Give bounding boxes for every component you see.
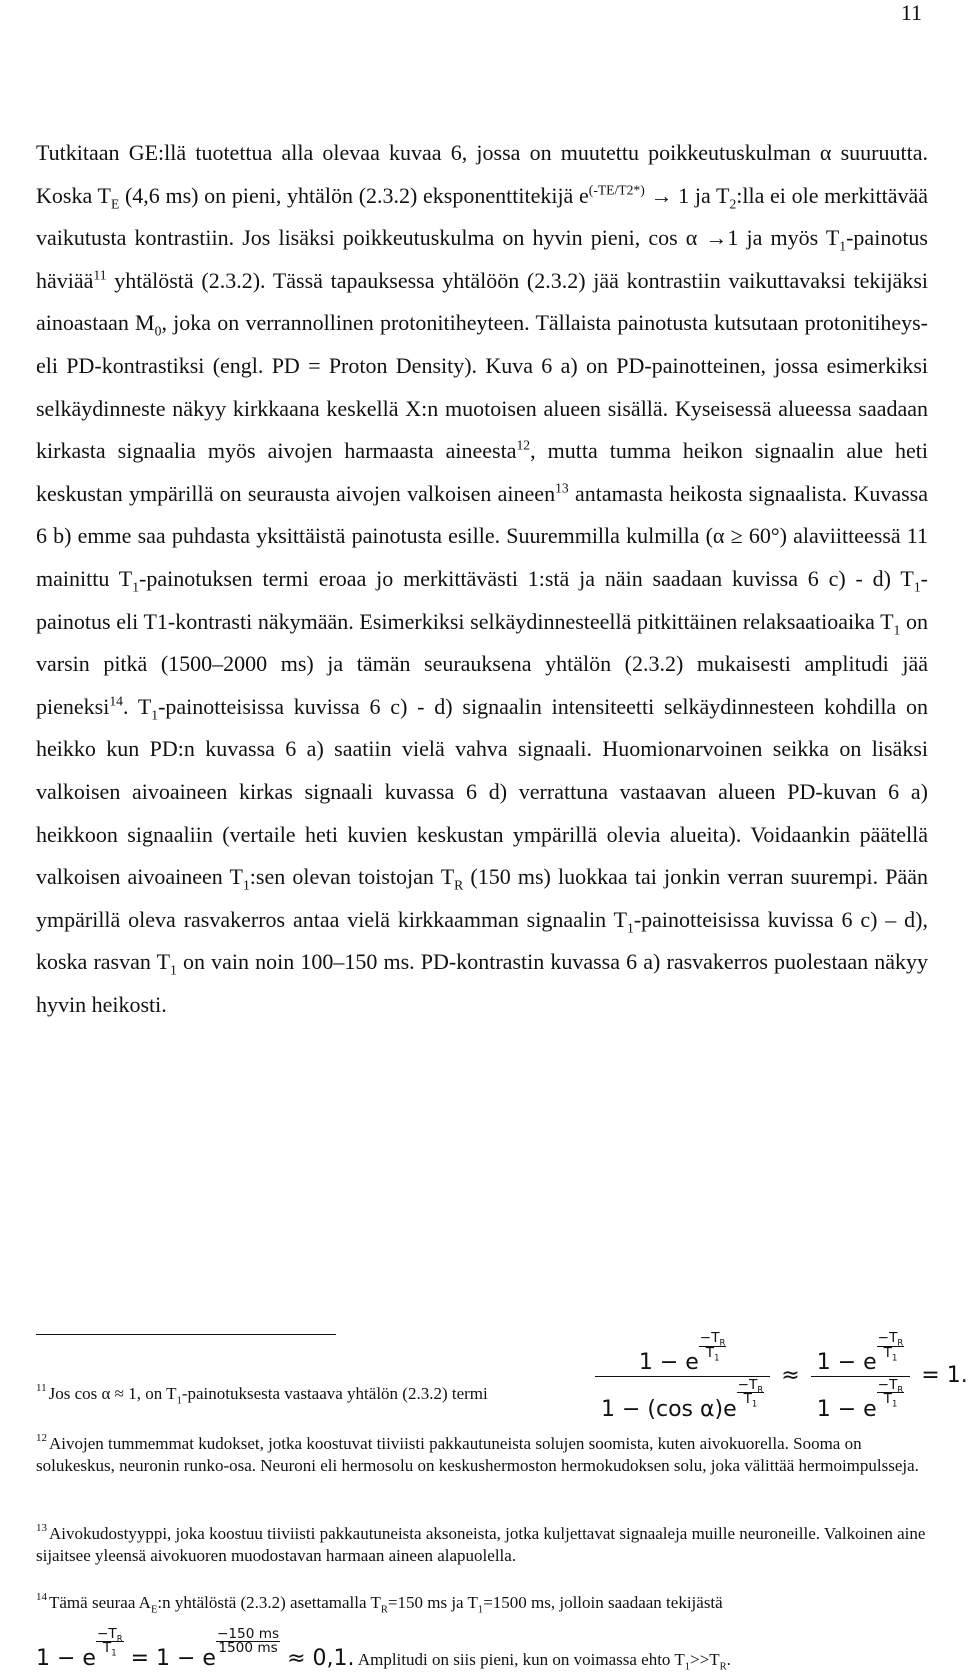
footnote-14-equation-line: 1 − e $\frac{-T_R}{T_1}$ = 1 − e $\frac{-150 ms}{1500 ms}$ ≈ 0,1. Amplitudi on siis pieni, kun on voimassa ehto $T_1>>T_R$. xyxy=(36,1625,731,1673)
fraction-right: 1 − e $\frac{-T_R}{T_1}$ 1 − e $\frac{-T_R}{T_1}$ xyxy=(811,1332,911,1420)
footnote-text: Aivojen tummemmat kudokset, jotka koostuvat tiiviisti pakkautuneista solujen soomista, kuten aivokuorella. Sooma on solukeskus, neuronin runko-osa. Neuroni eli hermosolu on keskushermoston hermokudoksen solu, joka välittää hermoimpulsseja. xyxy=(36,1434,919,1475)
footnote-separator xyxy=(36,1334,336,1335)
subscript: 1 xyxy=(627,920,634,936)
footnote-marker: 12 xyxy=(36,1432,47,1444)
footnote-marker: 14 xyxy=(36,1591,47,1603)
text-run: :lla ei ole merkittävää vaikutusta kontrastiin. Jos lisäksi poikkeutuskulma on hyvin pieni, cos α →1 ja myös T xyxy=(36,182,928,251)
subscript: 2 xyxy=(729,195,737,211)
page-number: 11 xyxy=(900,0,922,25)
superscript: 11 xyxy=(93,267,107,283)
approx-sign: ≈ xyxy=(781,1363,800,1389)
superscript: (-TE/T2*) xyxy=(588,182,645,198)
footnote-text: Aivokudostyyppi, joka koostuu tiiviisti pakkautuneista aksoneista, jotka kuljettavat signaaleja muille neuroneille. Valkoinen aine sijaitsee yleensä aivokuoren muodostavan harmaan aineen alapuolella. xyxy=(36,1524,926,1565)
footnote-marker: 13 xyxy=(36,1522,47,1534)
subscript: 1 xyxy=(893,621,901,637)
text-run: , mutta tumma heikon signaalin alue heti keskustan ympärillä on seurausta aivojen valkoisen aineen xyxy=(36,438,928,506)
footnote-12 xyxy=(36,1428,928,1477)
footnote-11 xyxy=(36,1330,968,1422)
subscript: 0 xyxy=(154,323,162,339)
text-run: -painotuksen termi eroaa jo merkittävästi 1:stä ja näin saadaan kuvissa 6 c) - d) T xyxy=(139,565,914,591)
text-run: -painotus häviää xyxy=(36,225,928,293)
text-run: antamasta heikosta signaalista. Kuvassa 6 b) emme saa puhdasta yksittäistä painotusta esille. Suuremmilla kulmilla (α ≥ 60°) alaviitteessä 11 mainittu T xyxy=(36,480,928,591)
subscript: 1 xyxy=(151,707,159,723)
equation-fn11 xyxy=(591,1332,968,1420)
footnote-marker: 11 xyxy=(36,1382,47,1394)
text-run: , joka on verrannollinen protonitiheyteen. Tällaista painotusta kutsutaan protonitiheys-eli PD-kontrastiksi (engl. PD = Proton Density). Kuva 6 a) on PD-painotteinen, jossa esimerkiksi selkäydinneste näkyy kirkkaana keskellä X:n muotoisen alueen sisällä. Kyseisessä alueessa saadaan kirkasta signaalia myös aivojen harmaasta aineesta xyxy=(36,310,929,464)
subscript: 1 xyxy=(176,1395,182,1407)
text-run: Tutkitaan GE:llä tuotettua alla olevaa kuvaa 6, jossa on muutettu poikkeutuskulman α suuruutta. Koska T xyxy=(36,140,928,208)
superscript: 12 xyxy=(516,437,531,453)
fraction-left: 1 − e $\frac{-T_R}{T_1}$ 1 − (cos α)e $\frac{-T_R}{T_1}$ xyxy=(595,1332,770,1420)
text-run: (150 ms) luokkaa tai jonkin verran suurempi. Pään ympärillä oleva rasvakerros antaa vielä kirkkaamman signaalin T xyxy=(36,864,928,932)
superscript: 14 xyxy=(109,693,123,709)
footnote-13 xyxy=(36,1518,928,1567)
subscript: E xyxy=(110,195,120,211)
body-paragraph xyxy=(36,132,928,1026)
text-run: → 1 ja T xyxy=(644,182,730,208)
text-run: on vain noin 100–150 ms. PD-kontrastin kuvassa 6 a) rasvakerros puolestaan näkyy hyvin heikosti. xyxy=(36,949,928,1017)
subscript: 1 xyxy=(242,877,250,893)
equation-fn14: 1 − e $\frac{-T_R}{T_1}$ = 1 − e $\frac{-150 ms}{1500 ms}$ ≈ 0,1. xyxy=(36,1625,355,1671)
footnote-text: -painotuksesta vastaava yhtälön (2.3.2) termi xyxy=(181,1384,488,1403)
subscript: R xyxy=(454,877,464,893)
subscript: 1 xyxy=(132,579,139,595)
subscript: 1 xyxy=(170,962,177,978)
superscript: 13 xyxy=(555,480,569,496)
footnote-14: $^{14}$ Tämä seuraa $A_E:n$ yhtälöstä (2.3.2) asettamalla $T_R=150$ ms ja $T_1=1500$ ms, jolloin saadaan tekijästä 1 − e $\frac{-T_R}{T_1}$ = 1 − e $\frac{-150 ms}{1500 ms}$ ≈ 0,1. Amplitudi on siis pieni, kun on voimassa ehto $T_1>>T_R$. xyxy=(36,1587,928,1671)
text-run: :sen olevan toistojan T xyxy=(249,864,455,890)
text-run: -painotus eli T1-kontrasti näkymään. Esimerkiksi selkäydinnesteellä pitkittäinen relaksaatioaika T xyxy=(36,565,928,634)
text-run: yhtälöstä (2.3.2). Tässä tapauksessa yhtälöön (2.3.2) jää kontrastiin vaikuttavaksi tekijäksi ainoastaan M xyxy=(36,267,928,336)
text-run: . T xyxy=(122,693,152,719)
text-run: (4,6 ms) on pieni, yhtälön (2.3.2) eksponenttitekijä e xyxy=(119,182,589,208)
text-run: -painotteisissa kuvissa 6 c) – d), koska rasvan T xyxy=(36,906,928,975)
equals-one: = 1. xyxy=(921,1363,968,1389)
footnote-text: Jos cos α ≈ 1, on T xyxy=(48,1384,177,1403)
subscript: 1 xyxy=(839,238,847,254)
subscript: 1 xyxy=(913,579,921,595)
text-run: on varsin pitkä (1500–2000 ms) ja tämän seurauksena yhtälön (2.3.2) mukaisesti amplitudi jää pieneksi xyxy=(36,608,928,719)
text-run: -painotteisissa kuvissa 6 c) - d) signaalin intensiteetti selkäydinnesteen kohdilla on heikko kun PD:n kuvassa 6 a) saatiin vielä vahva signaali. Huomionarvoinen seikka on lisäksi valkoisen aivoaineen kirkas signaali kuvassa 6 d) verrattuna vastaavan alueen PD-kuvan 6 a) heikkoon signaaliin (vertaile heti kuvien keskustan ympärillä olevia alueita). Voidaankin päätellä valkoisen aivoaineen T xyxy=(36,693,928,890)
